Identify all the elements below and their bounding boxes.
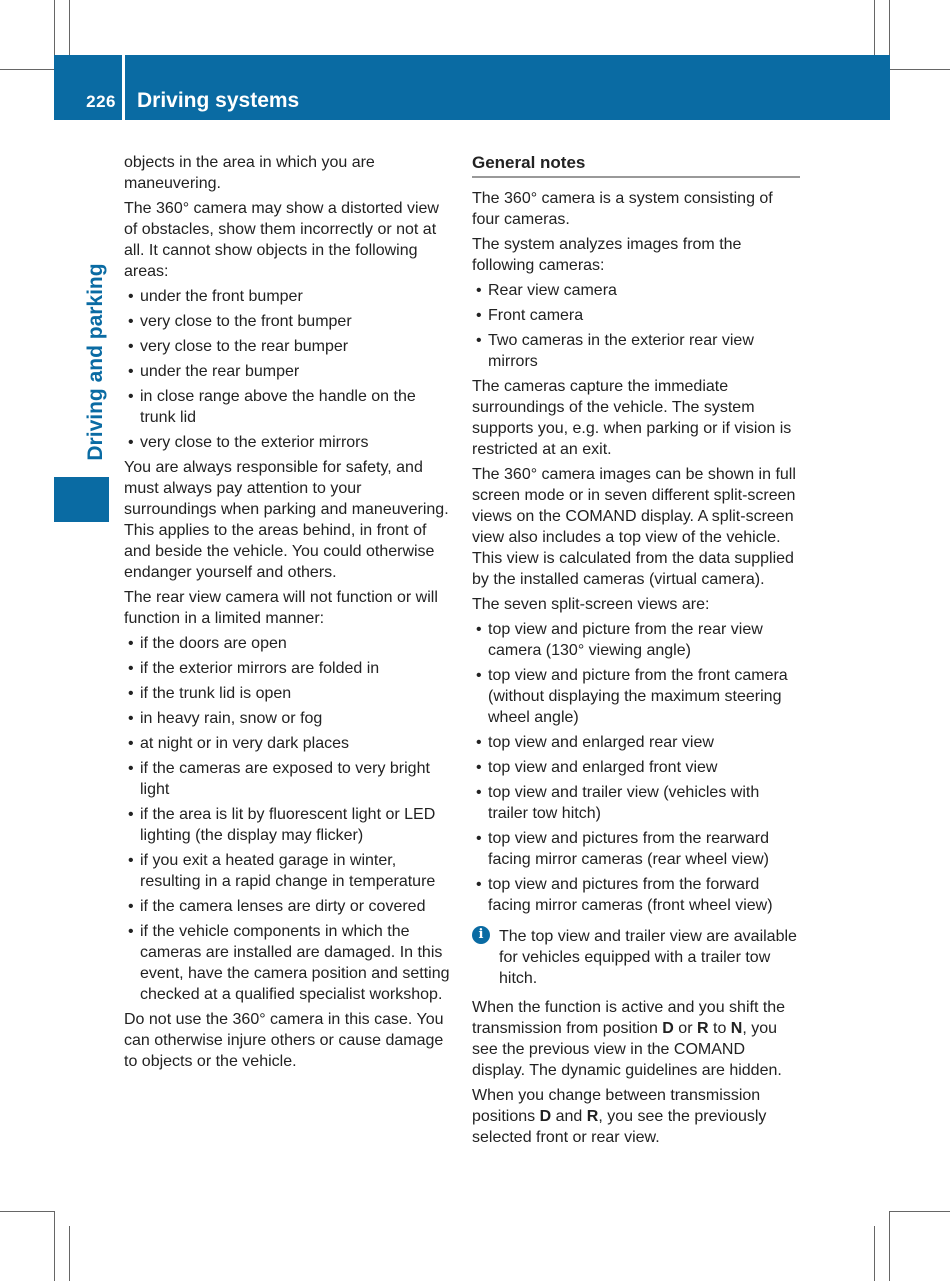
side-tab-label: Driving and parking: [84, 263, 107, 461]
bullet-list: [124, 633, 454, 1005]
list-item: • very close to the rear bumper: [124, 336, 454, 357]
crop-mark: [0, 1211, 54, 1212]
text-run: When the function is active and you shift the transmission from position: [472, 999, 786, 1037]
list-item: • if the cameras are exposed to very bright light: [124, 758, 454, 800]
header-divider: [122, 55, 125, 120]
text-run: , you see the previously selected front or rear view.: [472, 1108, 767, 1146]
list-item: • if the trunk lid is open: [124, 683, 454, 704]
gear-position-r: R: [586, 1108, 599, 1125]
list-item: • if the doors are open: [124, 633, 454, 654]
text-run: and: [551, 1108, 587, 1125]
list-item: • top view and picture from the rear view camera (130° viewing angle): [472, 619, 800, 661]
paragraph: [472, 1085, 800, 1148]
gear-position-n: N: [730, 1020, 743, 1037]
text-run: , you see the previous view in the COMAND display. The dynamic guidelines are hidden.: [472, 1020, 782, 1079]
text-run: or: [673, 1020, 697, 1037]
list-item: • Two cameras in the exterior rear view mirrors: [472, 330, 800, 372]
list-item: • top view and picture from the front camera (without displaying the maximum steering wheel angle): [472, 665, 800, 728]
list-item: • top view and enlarged front view: [472, 757, 800, 778]
bullet-list: [124, 286, 454, 453]
crop-mark: [889, 1211, 890, 1281]
crop-mark: [69, 1226, 70, 1281]
text-run: to: [708, 1020, 731, 1037]
paragraph: You are always responsible for safety, and must always pay attention to your surroundings when parking and maneuvering. This applies to the areas behind, in front of and beside the vehicle. You could otherwise endanger yourself and others.: [124, 459, 449, 581]
crop-mark: [874, 0, 875, 55]
list-item: • in close range above the handle on the trunk lid: [124, 386, 454, 428]
gear-position-r: R: [696, 1020, 709, 1037]
list-item: • if the vehicle components in which the cameras are installed are damaged. In this event, have the camera position and setting checked at a qualified specialist workshop.: [124, 921, 454, 1005]
right-column: [472, 152, 800, 1152]
text-run: When you change between transmission positions: [472, 1087, 761, 1125]
info-text: The top view and trailer view are available for vehicles equipped with a trailer tow hitch.: [499, 928, 797, 987]
side-tab-marker: [54, 477, 109, 522]
list-item: • Rear view camera: [472, 280, 800, 301]
list-item: • at night or in very dark places: [124, 733, 454, 754]
page-number: 226: [86, 92, 116, 111]
list-item: • top view and pictures from the rearward facing mirror cameras (rear wheel view): [472, 828, 800, 870]
crop-mark: [54, 0, 55, 55]
list-item: • top view and trailer view (vehicles with trailer tow hitch): [472, 782, 800, 824]
list-item: • if you exit a heated garage in winter, resulting in a rapid change in temperature: [124, 850, 454, 892]
paragraph: Do not use the 360° camera in this case. You can otherwise injure others or cause damage to objects or the vehicle.: [124, 1011, 444, 1070]
list-item: • very close to the front bumper: [124, 311, 454, 332]
list-item: • top view and pictures from the forward facing mirror cameras (front wheel view): [472, 874, 800, 916]
list-item: • if the exterior mirrors are folded in: [124, 658, 454, 679]
gear-position-d: D: [539, 1108, 552, 1125]
paragraph: The seven split-screen views are:: [472, 596, 710, 613]
crop-mark: [0, 69, 54, 70]
paragraph: objects in the area in which you are maneuvering.: [124, 154, 375, 192]
paragraph: [472, 997, 800, 1081]
paragraph: The cameras capture the immediate surroundings of the vehicle. The system supports you, e.g. when parking or if vision is restricted at an exit.: [472, 378, 792, 458]
crop-mark: [69, 0, 70, 55]
list-item: • under the rear bumper: [124, 361, 454, 382]
info-note: [472, 926, 800, 989]
list-item: • under the front bumper: [124, 286, 454, 307]
list-item: • Front camera: [472, 305, 800, 326]
list-item: • if the camera lenses are dirty or covered: [124, 896, 454, 917]
paragraph: The system analyzes images from the following cameras:: [472, 236, 742, 274]
crop-mark: [54, 1211, 55, 1281]
info-icon: i: [472, 926, 490, 944]
bullet-list: [472, 280, 800, 372]
list-item: • very close to the exterior mirrors: [124, 432, 454, 453]
crop-mark: [889, 0, 890, 55]
paragraph: The 360° camera is a system consisting of four cameras.: [472, 190, 773, 228]
gear-position-d: D: [662, 1020, 674, 1037]
section-title: Driving systems: [137, 89, 300, 112]
bullet-list: [472, 619, 800, 916]
crop-mark: [890, 1211, 950, 1212]
section-heading: General notes: [472, 152, 800, 178]
paragraph: The rear view camera will not function or will function in a limited manner:: [124, 589, 438, 627]
list-item: • in heavy rain, snow or fog: [124, 708, 454, 729]
crop-mark: [890, 69, 950, 70]
paragraph: The 360° camera may show a distorted view of obstacles, show them incorrectly or not at all. It cannot show objects in the following areas:: [124, 200, 439, 280]
list-item: • top view and enlarged rear view: [472, 732, 800, 753]
list-item: • if the area is lit by fluorescent light or LED lighting (the display may flicker): [124, 804, 454, 846]
paragraph: The 360° camera images can be shown in full screen mode or in seven different split-screen views on the COMAND display. A split-screen view also includes a top view of the vehicle. This view is calculated from the data supplied by the installed cameras (virtual camera).: [472, 466, 796, 588]
crop-mark: [874, 1226, 875, 1281]
left-column: [124, 152, 454, 1076]
